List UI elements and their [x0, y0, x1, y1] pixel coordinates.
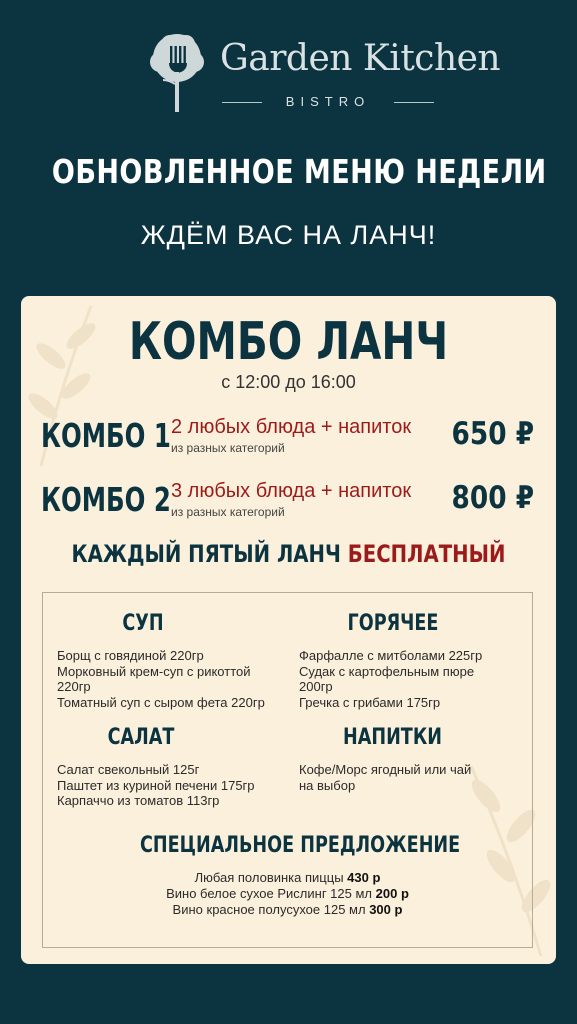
list-item: 220гр [57, 679, 91, 694]
list-item: Морковный крем-суп с рикоттой [57, 663, 251, 679]
brand-logo [148, 32, 501, 116]
list-item: Борщ с говядиной 220гр [57, 648, 204, 663]
list-item: Вино красное полусухое 125 мл 300 р [172, 902, 403, 917]
page-subline: ЖДЁМ ВАС НА ЛАНЧ! [140, 220, 437, 250]
list-item: Судак с картофельным пюре [299, 663, 475, 679]
soup-list [57, 648, 265, 710]
combo-note: из разных категорий [171, 505, 285, 519]
combo-note: из разных категорий [171, 441, 285, 455]
list-item: Кофе/Морс ягодный или чай [299, 762, 472, 777]
combo-desc: 2 любых блюда + напиток [171, 416, 412, 438]
combo-title: КОМБО ЛАНЧ [128, 312, 449, 372]
brand-name: Garden Kitchen [220, 38, 501, 79]
brand-tagline: BISTRO [285, 94, 371, 109]
list-item: Фарфалле с митболами 225гр [299, 648, 483, 663]
combo-desc: 3 любых блюда + напиток [171, 480, 412, 502]
brand-tagline-wrap [222, 92, 434, 112]
list-item: Томатный суп с сыром фета 220гр [57, 694, 265, 710]
section-title-soup: СУП [122, 611, 164, 636]
list-item: Паштет из куриной печени 175гр [57, 777, 255, 793]
menu-box [42, 592, 533, 948]
combo-price: 800 ₽ [451, 480, 534, 516]
list-item: Любая половинка пиццы 430 р [194, 870, 381, 885]
section-title-hot: ГОРЯЧЕЕ [347, 611, 439, 636]
promo-highlight: БЕСПЛАТНЫЙ [347, 540, 506, 568]
combo-name: КОМБО 1 [41, 416, 171, 455]
combo-name: КОМБО 2 [41, 480, 171, 519]
combo-time: с 12:00 до 16:00 [221, 372, 356, 392]
divider [394, 102, 434, 103]
list-item: Вино белое сухое Рислинг 125 мл 200 р [166, 886, 409, 901]
section-title-salad: САЛАТ [107, 725, 175, 750]
section-title-drinks: НАПИТКИ [343, 725, 442, 750]
combo-row [21, 416, 556, 466]
fork-in-tree-icon [148, 32, 206, 116]
page-headline: ОБНОВЛЕННОЕ МЕНЮ НЕДЕЛИ [51, 152, 547, 191]
list-item: Гречка с грибами 175гр [299, 694, 441, 710]
list-item: Карпаччо из томатов 113гр [57, 793, 220, 808]
combo-row [21, 480, 556, 530]
list-item: Салат свекольный 125г [57, 762, 200, 777]
divider [222, 102, 262, 103]
drinks-list [299, 762, 471, 793]
list-item: на выбор [299, 777, 356, 793]
menu-card [21, 296, 556, 964]
salad-list [57, 762, 255, 809]
combo-price: 650 ₽ [451, 416, 534, 452]
section-title-special: СПЕЦИАЛЬНОЕ ПРЕДЛОЖЕНИЕ [140, 833, 461, 858]
list-item: 200гр [299, 679, 333, 694]
special-list [43, 870, 532, 918]
hot-list [299, 648, 482, 710]
promo-text: КАЖДЫЙ ПЯТЫЙ ЛАНЧ [71, 540, 341, 568]
promo-banner [69, 540, 508, 568]
